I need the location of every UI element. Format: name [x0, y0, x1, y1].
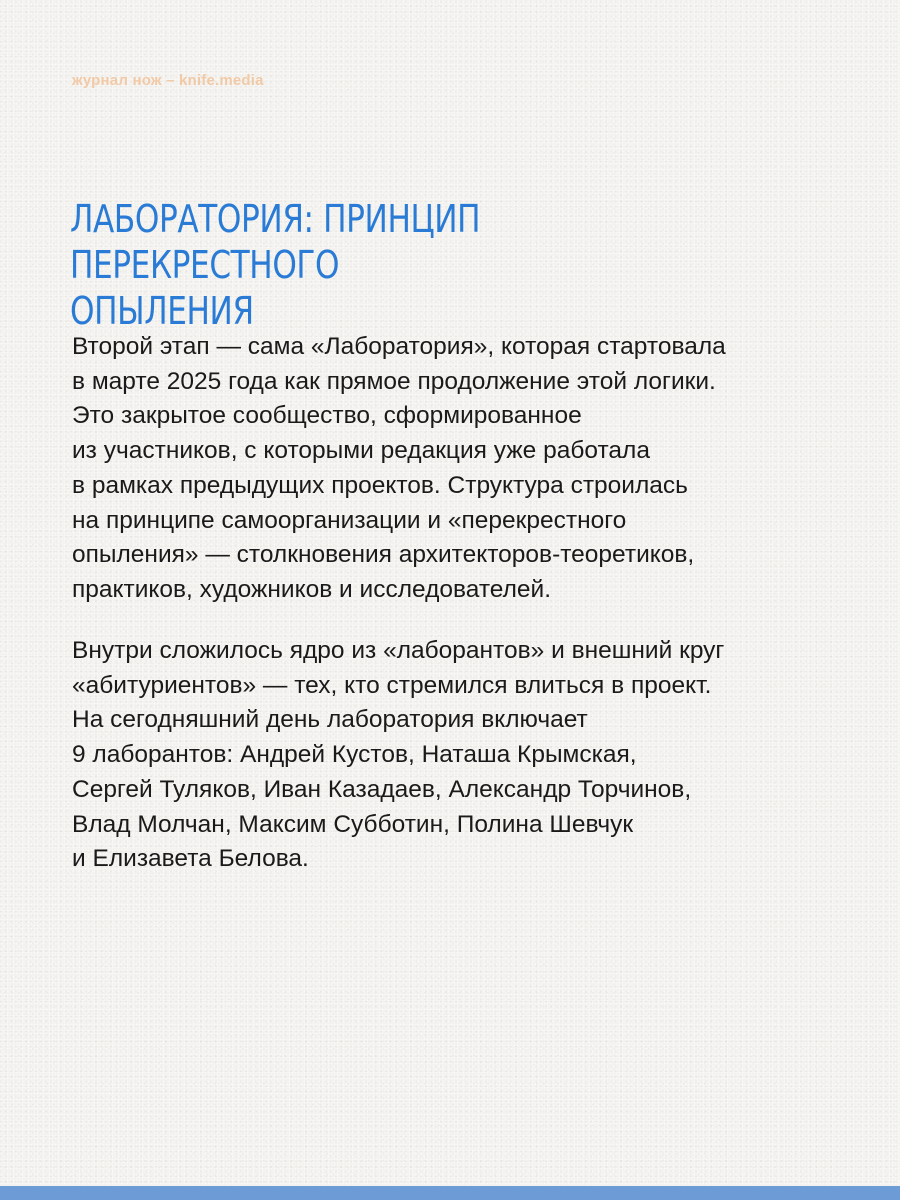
body-paragraph-1: Второй этап — сама «Лаборатория», которая стартовала в марте 2025 года как прямое продолжение этой логики. Это закрытое сообщество, сформированное из участников, с которыми редакция уже работала в рамках предыдущих проектов. Структура строилась на принципе самоорганизации и «перекрестного опыления» — столкновения архитекторов-теоретиков, практиков, художников и исследователей.	[72, 333, 726, 603]
section-title: ЛАБОРАТОРИЯ: ПРИНЦИП ПЕРЕКРЕСТНОГО ОПЫЛЕНИЯ	[70, 197, 481, 333]
journal-watermark: журнал нож – knife.media	[72, 72, 264, 89]
bottom-accent-bar	[0, 1186, 900, 1200]
body-paragraph-2: Внутри сложилось ядро из «лаборантов» и внешний круг «абитуриентов» — тех, кто стремился влиться в проект. На сегодняшний день лаборатория включает 9 лаборантов: Андрей Кустов, Наташа Крымская, Сергей Туляков, Иван Казадаев, Александр Торчинов, Влад Молчан, Максим Субботин, Полина Шевчук и Елизавета Белова.	[72, 637, 725, 873]
